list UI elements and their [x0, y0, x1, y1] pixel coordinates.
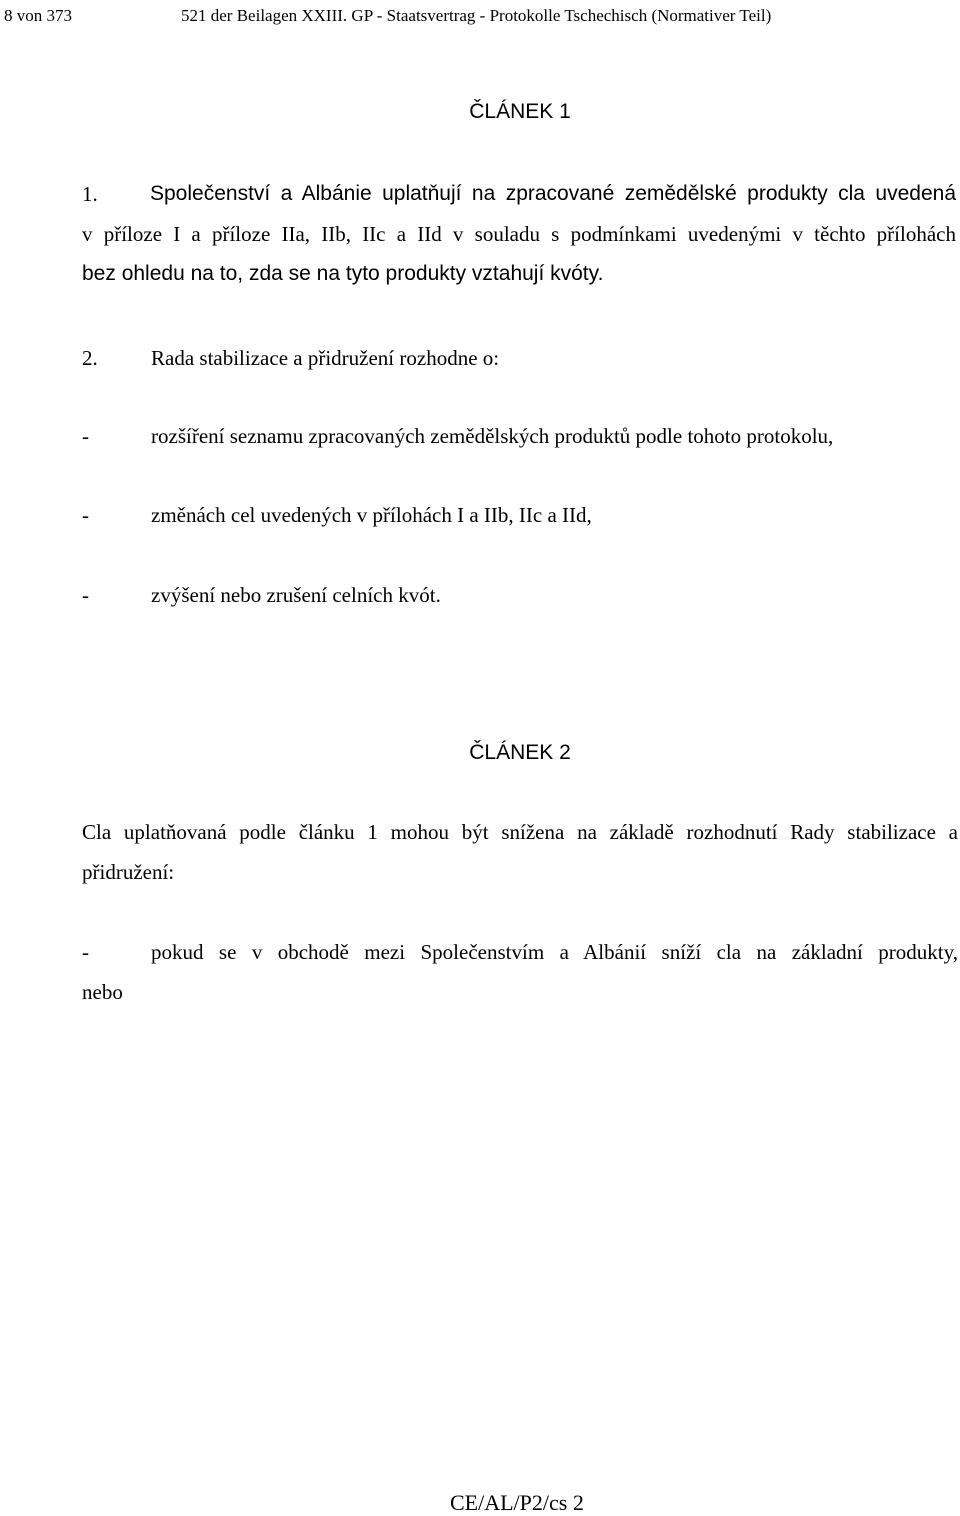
paragraph-1-line-2: v příloze I a příloze IIa, IIb, IIc a IId v souladu s podmínkami uvedenými v těchto přílohách [82, 222, 956, 246]
paragraph-1-line-1: Společenství a Albánie uplatňují na zpracované zemědělské produkty cla uvedená [150, 182, 956, 205]
article-2-intro-line-2: přidružení: [82, 860, 175, 884]
article-2-intro [82, 812, 958, 892]
list-item-dash: - [82, 503, 89, 527]
article-2-list-item [151, 932, 958, 972]
paragraph-2-number: 2. [82, 346, 98, 370]
page-number: 8 von 373 [4, 6, 72, 25]
paragraph-1 [82, 174, 956, 294]
article-2-intro-line-1: Cla uplatňovaná podle článku 1 mohou být snížena na základě rozhodnutí Rady stabilizace a [82, 820, 958, 844]
article-1-heading: ČLÁNEK 1 [469, 100, 571, 123]
article-2-list-item-line-2: nebo [82, 980, 123, 1004]
paragraph-1-line-3: bez ohledu na to, zda se na tyto produkty vztahují kvóty. [82, 262, 604, 285]
document-code: CE/AL/P2/cs 2 [450, 1490, 584, 1515]
list-item-dash: - [82, 424, 89, 448]
list-item-dash: - [82, 583, 89, 607]
article-2-list-item-line-1: pokud se v obchodě mezi Společenstvím a Albánií sníží cla na základní produkty, [151, 940, 958, 964]
list-item-dash: - [82, 940, 89, 964]
paragraph-2-text: Rada stabilizace a přidružení rozhodne o: [151, 346, 500, 370]
list-item: změnách cel uvedených v přílohách I a IIb, IIc a IId, [151, 503, 592, 527]
list-item: rozšíření seznamu zpracovaných zemědělských produktů podle tohoto protokolu, [151, 424, 834, 448]
document-header-title: 521 der Beilagen XXIII. GP - Staatsvertrag - Protokolle Tschechisch (Normativer Teil) [181, 6, 772, 25]
list-item: zvýšení nebo zrušení celních kvót. [151, 583, 441, 607]
paragraph-1-number: 1. [82, 182, 98, 206]
article-2-heading: ČLÁNEK 2 [469, 741, 571, 764]
